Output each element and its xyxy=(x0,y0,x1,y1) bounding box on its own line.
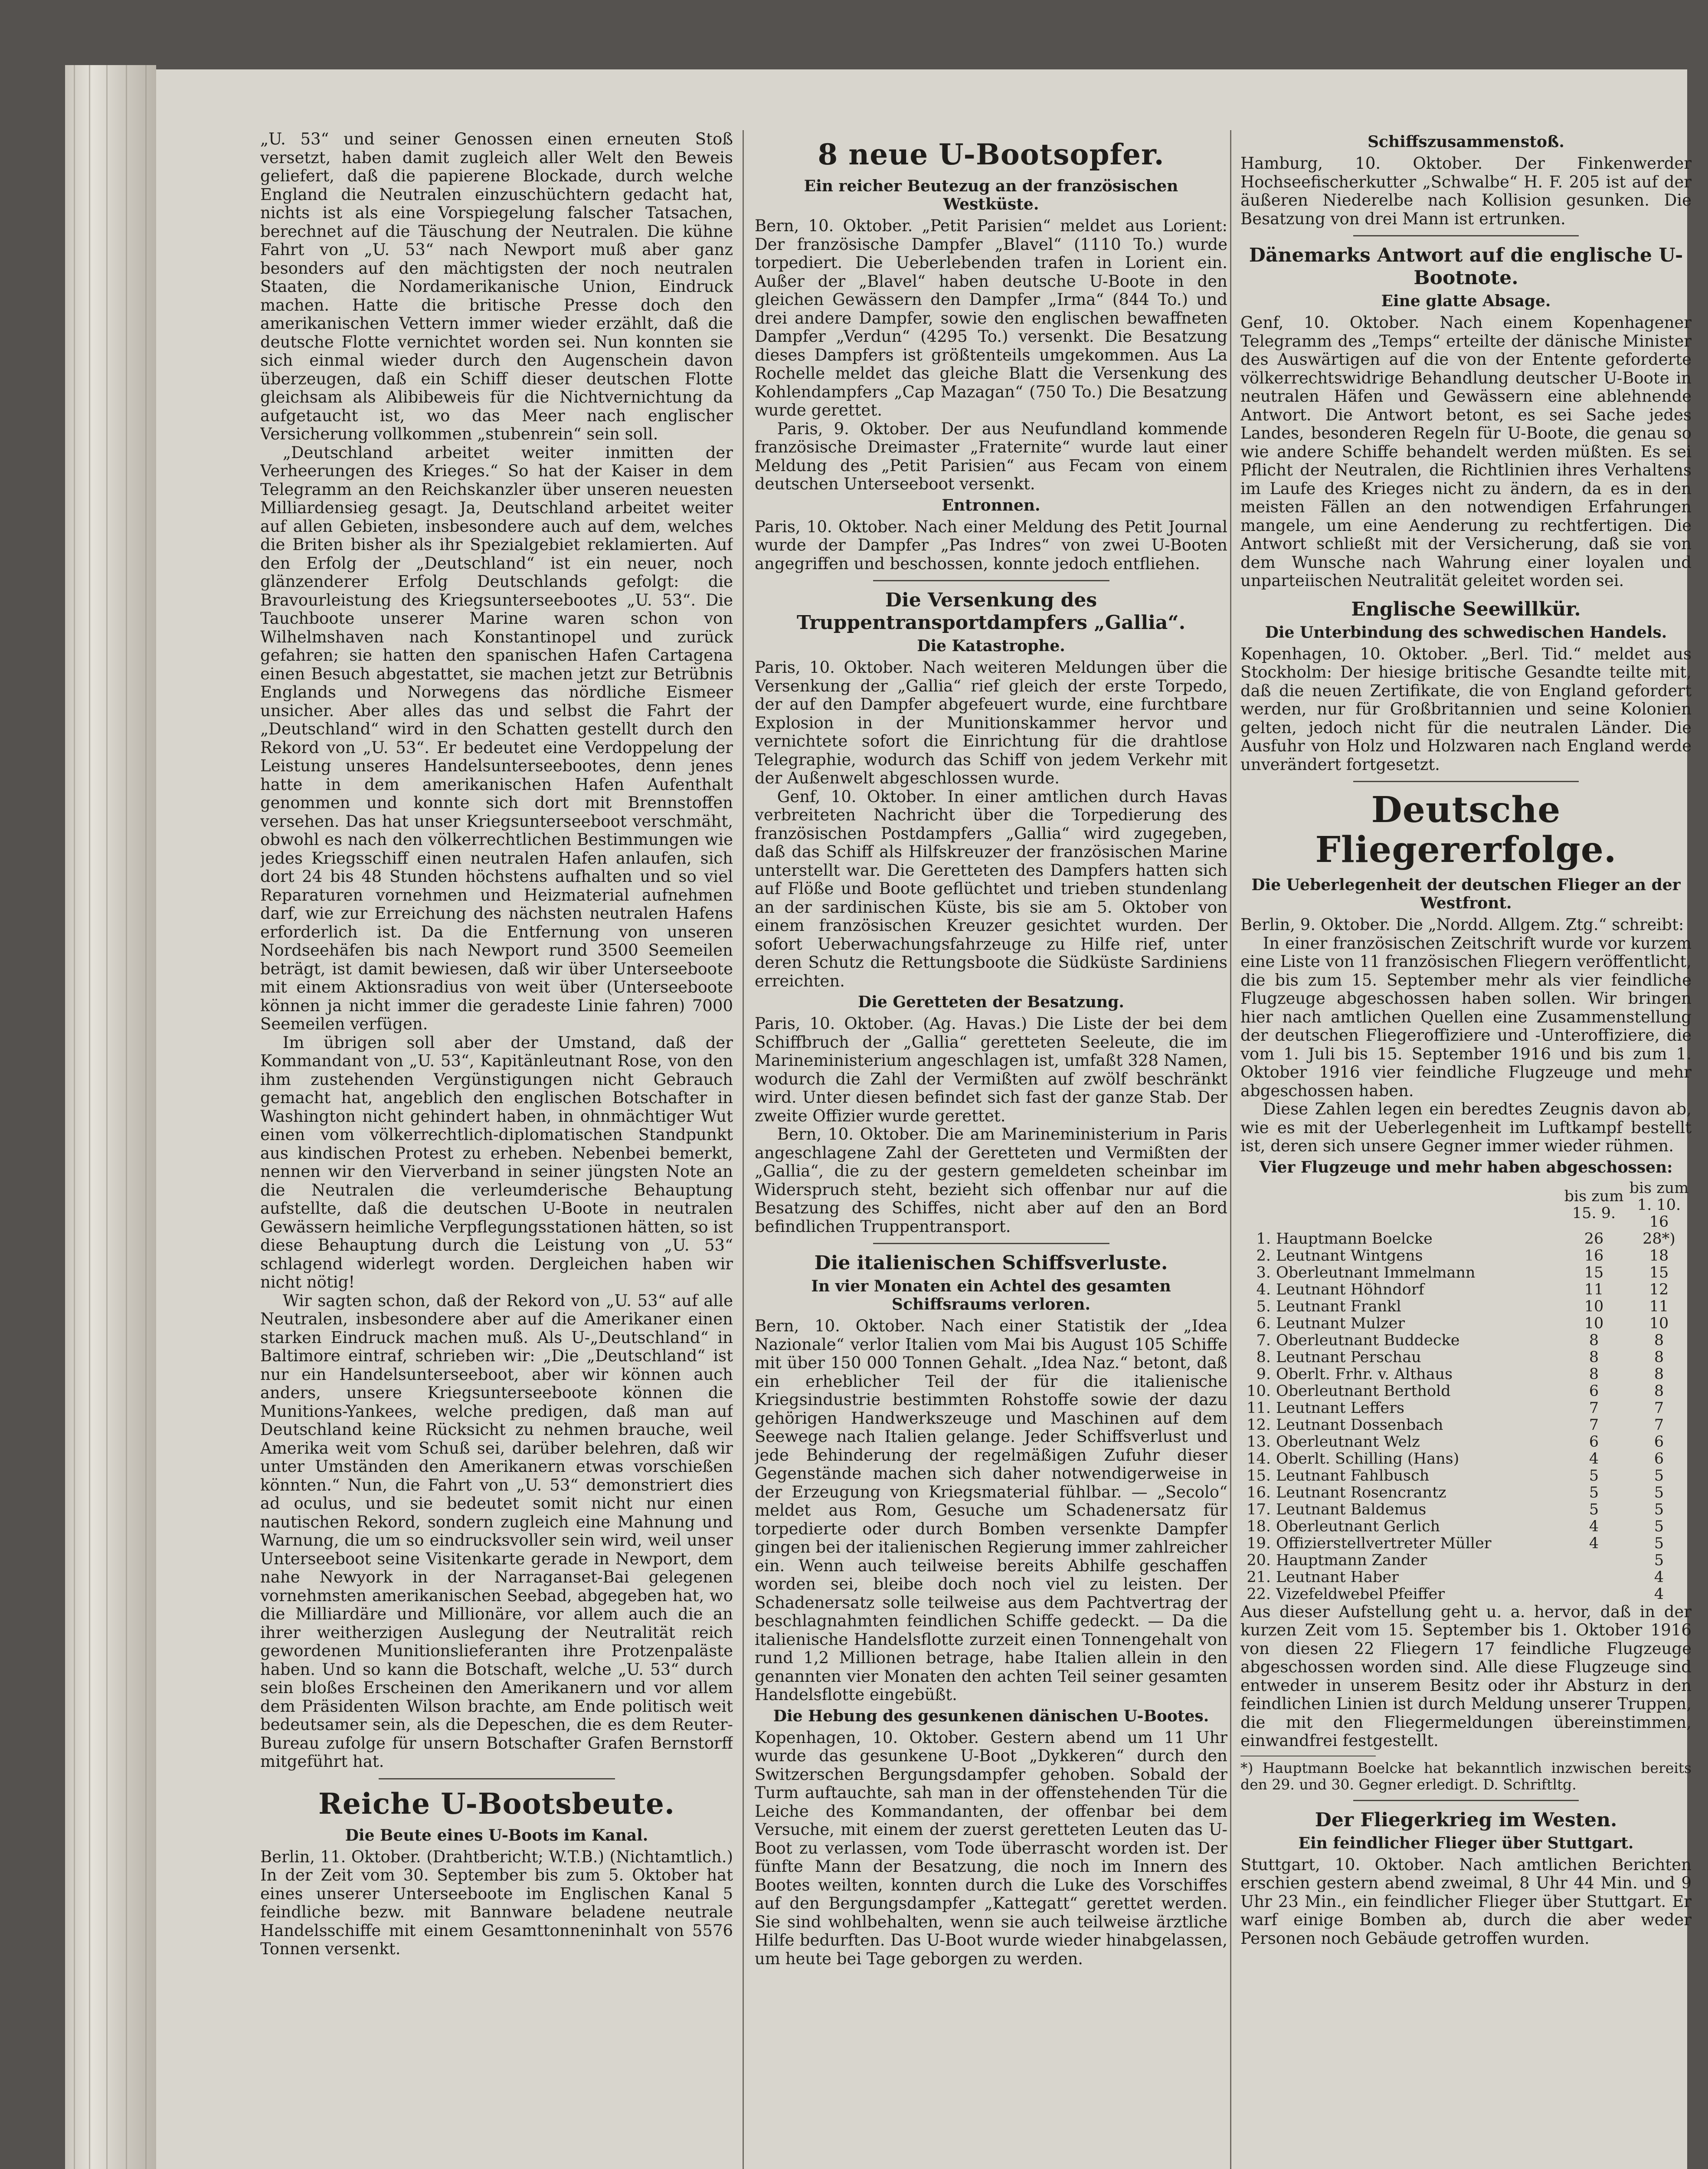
article-paragraph: Bern, 10. Oktober. Die am Marineministerium in Paris angeschlagene Zahl der Geretteten und Vermißten der „Gallia“, die zu der gestern gemeldeten scheinbar im Widerspruch steht, bezieht sich offenbar nur auf die Besatzung des Schiffes, nicht aber auf den an Bord befindlichen Truppentransport. xyxy=(755,1125,1227,1236)
table-row xyxy=(1240,1265,1692,1281)
row-number: 18. xyxy=(1247,1517,1271,1535)
flieger-name: Offizierstellvertreter Müller xyxy=(1276,1534,1492,1552)
count-15-9: 7 xyxy=(1589,1399,1599,1417)
row-number: 10. xyxy=(1247,1382,1271,1400)
flieger-name: Oberleutnant Welz xyxy=(1276,1433,1420,1451)
flieger-name: Leutnant Wintgens xyxy=(1276,1247,1423,1265)
article-paragraph: Wir sagten schon, daß der Rekord von „U. 53“ auf alle Neutralen, insbesondere aber auf die Amerikaner einen starken Eindruck machen muß. Als U-„Deutschland“ in Baltimore eintraf, schrieben wir: „Die „Deutschland“ ist nur ein Handelsunterseeboot, aber wir können auch anders, unsere Kriegsunterseeboote können die Munitions-Yankees, welche predigen, daß man auf Deutschland keine Rücksicht zu nehmen brauche, weil Amerika weit vom Schuß sei, darüber belehren, daß wir unter Umständen den Amerikanern etwas vorschießen könnten.“ Nun, die Fahrt von „U. 53“ demonstriert dies ad oculus, und sie bedeutet somit nicht nur einen nautischen Rekord, sondern zugleich eine Mahnung und Warnung, die um so eindrucksvoller sein wird, weil unser Unterseeboot seine Visitenkarte gerade in Newport, dem nahe Newyork in der Narraganset-Bai gelegenen vornehmsten amerikanischen Seebad, abgegeben hat, wo die Milliardäre und Millionäre, vor allem auch die an ihrer weitherzigen Auslegung der Neutralität reich gewordenen Munitionslieferanten ihre Protzenpaläste haben. Und so kann die Botschaft, welche „U. 53“ durch sein bloßes Erscheinen den Amerikanern und vor allem dem Präsidenten Wilson brachte, am Ende politisch weit bedeutsamer sein, als die Depeschen, die es dem Reuter-Bureau zufolge für unsern Botschafter Grafen Bernstorff mitgeführt hat. xyxy=(260,1291,733,1771)
flieger-name: Oberlt. Frhr. v. Althaus xyxy=(1276,1365,1453,1383)
count-1-10: 8 xyxy=(1654,1382,1664,1400)
column-2 xyxy=(755,130,1227,2169)
count-1-10: 5 xyxy=(1654,1467,1664,1484)
table-row xyxy=(1240,1484,1692,1501)
article-paragraph: Paris, 10. Oktober. (Ag. Havas.) Die Liste der bei dem Schiffbruch der „Gallia“ geretteten Seeleute, die im Marineministerium angeschlagen ist, umfaßt 328 Namen, wodurch die Zahl der Vermißten auf zwölf beschränkt wird. Unter diesen befindet sich fast der ganze Stab. Der zweite Offizier wurde gerettet. xyxy=(755,1014,1227,1125)
flieger-name: Oberleutnant Berthold xyxy=(1276,1382,1451,1400)
table-row xyxy=(1240,1315,1692,1332)
subheading: Die Geretteten der Besatzung. xyxy=(858,993,1124,1011)
separator xyxy=(873,580,1109,581)
row-number: 3. xyxy=(1256,1264,1271,1281)
row-number: 13. xyxy=(1247,1433,1271,1451)
row-number: 19. xyxy=(1247,1534,1271,1552)
article-paragraph: Paris, 10. Oktober. Nach einer Meldung des Petit Journal wurde der Dampfer „Pas Indres“ von zwei U-Booten angegriffen und beschossen, konnte jedoch entfliehen. xyxy=(755,517,1227,573)
flieger-name: Hauptmann Zander xyxy=(1276,1551,1427,1569)
subheading: Schiffszusammenstoß. xyxy=(1368,133,1564,151)
count-15-9: 16 xyxy=(1584,1247,1604,1265)
count-1-10: 5 xyxy=(1654,1484,1664,1501)
count-1-10: 5 xyxy=(1654,1501,1664,1518)
flieger-name: Vizefeldwebel Pfeiffer xyxy=(1276,1585,1445,1603)
count-15-9: 5 xyxy=(1589,1467,1599,1484)
row-number: 21. xyxy=(1247,1568,1271,1586)
row-number: 6. xyxy=(1256,1314,1271,1332)
count-1-10: 7 xyxy=(1654,1416,1664,1434)
flieger-name: Oberlt. Schilling (Hans) xyxy=(1276,1450,1459,1468)
article-paragraph: Berlin, 11. Oktober. (Drahtbericht; W.T.B.) (Nichtamtlich.) In der Zeit vom 30. September bis zum 5. Oktober hat eines unserer Unterseeboote im Englischen Kanal 5 feindliche bezw. mit Bannware beladene neutrale Handelsschiffe mit einem Gesamttonneninhalt von 5576 Tonnen versenkt. xyxy=(260,1847,733,1958)
count-15-9: 4 xyxy=(1589,1450,1599,1468)
article-paragraph: In einer französischen Zeitschrift wurde vor kurzem eine Liste von 11 französischen Fliegern veröffentlicht, die bis zum 15. September mehr als vier feindliche Flugzeuge abgeschossen haben sollen. Wir bringen hier nach amtlichen Quellen eine Zusammenstellung der deutschen Fliegeroffiziere und -Unteroffiziere, die vom 1. Juli bis 15. September 1916 und bis zum 1. Oktober 1916 vier feindliche Flugzeuge und mehr abgeschossen haben. xyxy=(1240,934,1692,1100)
table-row xyxy=(1240,1501,1692,1518)
article-paragraph: Hamburg, 10. Oktober. Der Finkenwerder Hochseefischerkutter „Schwalbe“ H. F. 205 ist auf der äußeren Niederelbe nach Kollision gesunken. Die Besatzung von drei Mann ist ertrunken. xyxy=(1240,154,1692,228)
count-1-10: 8 xyxy=(1654,1331,1664,1349)
article-paragraph: Im übrigen soll aber der Umstand, daß der Kommandant von „U. 53“, Kapitänleutnant Rose, von den ihm zustehenden Vergünstigungen nicht Gebrauch gemacht hat, angeblich den englischen Botschafter in Washington nicht gehindert haben, in ohnmächtiger Wut einen vom völkerrechtlich-diplomatischen Standpunkt aus kindischen Protest zu erheben. Nebenbei bemerkt, nennen wir den Vierverband in seiner jüngsten Note an die Neutralen die verleumderische Behauptung aufstellte, daß die deutschen U-Boote in neutralen Gewässern heimliche Verpflegungsstationen hätten, so ist diese Behauptung durch die Leistung von „U. 53“ schlagend widerlegt worden. Dergleichen haben wir nicht nötig! xyxy=(260,1033,733,1291)
table-row xyxy=(1240,1468,1692,1484)
table-row xyxy=(1240,1281,1692,1298)
count-15-9: 26 xyxy=(1584,1230,1604,1248)
flieger-name: Leutnant Fahlbusch xyxy=(1276,1467,1430,1484)
table-row xyxy=(1240,1518,1692,1535)
flieger-name: Leutnant Höhndorf xyxy=(1276,1281,1424,1298)
count-15-9: 5 xyxy=(1589,1484,1599,1501)
count-15-9: 10 xyxy=(1584,1314,1604,1332)
row-number: 14. xyxy=(1247,1450,1271,1468)
count-1-10: 7 xyxy=(1654,1399,1664,1417)
article-paragraph: Kopenhagen, 10. Oktober. „Berl. Tid.“ meldet aus Stockholm: Der hiesige britische Gesandte teilte mit, daß die neuen Zertifikate, die von England gefordert werden, nur für Großbritannien und seine Kolonien gelten, jedoch nicht für die neutralen Länder. Die Ausfuhr von Holz und Holzwaren nach England werde unverändert fortgesetzt. xyxy=(1240,644,1692,774)
flieger-name: Leutnant Haber xyxy=(1276,1568,1399,1586)
article-paragraph: Berlin, 9. Oktober. Die „Nordd. Allgem. Ztg.“ schreibt: xyxy=(1240,915,1684,934)
count-1-10: 8 xyxy=(1654,1348,1664,1366)
subheading: Eine glatte Absage. xyxy=(1381,292,1551,310)
article-paragraph: „U. 53“ und seiner Genossen einen erneuten Stoß versetzt, haben damit zugleich aller Welt den Beweis geliefert, daß die papierene Blockade, durch welche England die Neutralen einzuschüchtern gedacht hat, nichts ist als eine Vorspiegelung falscher Tatsachen, berechnet auf die Täuschung der Neutralen. Die kühne Fahrt von „U. 53“ nach Newport muß aber ganz besonders auf den mächtigsten der noch neutralen Staaten, die Nordamerikanische Union, Eindruck machen. Hatte die britische Presse doch den amerikanischen Vettern immer wieder erzählt, daß die deutsche Flotte vernichtet worden sei. Nun konnten sie sich einmal wieder durch den Augenschein davon überzeugen, daß ein Schiff dieser deutschen Flotte gleichsam als Alibibeweis für die Nichtvernichtung da aufgetaucht ist, wo das Meer nach englischer Versicherung vollkommen „stubenrein“ sein soll. xyxy=(260,130,733,443)
row-number: 17. xyxy=(1247,1501,1271,1518)
subheading: In vier Monaten ein Achtel des gesamten Schiffsraums verloren. xyxy=(811,1277,1171,1314)
table-row xyxy=(1240,1248,1692,1265)
article-paragraph: Paris, 9. Oktober. Der aus Neufundland kommende französische Dreimaster „Fraternite“ wurde laut einer Meldung des „Petit Parisien“ aus Fecam von einem deutschen Unterseeboot versenkt. xyxy=(755,419,1227,493)
subheading: Die Katastrophe. xyxy=(917,637,1065,655)
table-row xyxy=(1240,1417,1692,1434)
article-paragraph: Bern, 10. Oktober. „Petit Parisien“ meldet aus Lorient: Der französische Dampfer „Blavel“ (1110 To.) wurde torpediert. Die Ueberlebenden trafen in Lorient ein. Außer der „Blavel“ haben deutsche U-Boote in den gleichen Gewässern den Dampfer „Irma“ (844 To.) und drei andere Dampfer, sowie den englischen bewaffneten Dampfer „Verdun“ (4295 To.) versenkt. Die Besatzung dieses Dampfers ist größtenteils umgekommen. Aus La Rochelle meldet das gleiche Blatt die Versenkung des Kohlendampfers „Cap Mazagan“ (750 To.) Die Besatzung wurde gerettet. xyxy=(755,216,1227,419)
count-1-10: 10 xyxy=(1649,1314,1669,1332)
row-number: 22. xyxy=(1247,1585,1271,1603)
count-1-10: 4 xyxy=(1654,1585,1664,1603)
list-title: Vier Flugzeuge und mehr haben abgeschossen: xyxy=(1259,1158,1673,1176)
article-paragraph: Kopenhagen, 10. Oktober. Gestern abend um 11 Uhr wurde das gesunkene U-Boot „Dykkeren“ durch den Switzerschen Bergungsdampfer gehoben. Sobald der Turm auftauchte, sah man in der offenstehenden Tür die Leiche des Kommandanten, der offenbar bei dem Versuche, mit einem der zuerst geretteten Leuten das U-Boot zu verlassen, vom Tode überrascht worden ist. Der fünfte Mann der Besatzung, die noch im Innern des Bootes weilten, konnten durch die Luke des Vorschiffes auf den Bergungsdampfer „Kattegatt“ gerettet werden. Sie sind wohlbehalten, wenn sie auch teilweise ärztliche Hilfe bedurften. Das U-Boot wurde wieder hinabgelassen, um heute bei Tage geborgen zu werden. xyxy=(755,1728,1227,1968)
column-rule xyxy=(1230,130,1231,2169)
table-row xyxy=(1240,1434,1692,1451)
row-number: 12. xyxy=(1247,1416,1271,1434)
table-row xyxy=(1240,1349,1692,1366)
article-paragraph: Diese Zahlen legen ein beredtes Zeugnis davon ab, wie es mit der Ueberlegenheit im Luftkampf bestellt ist, deren sich unsere Gegner immer wieder rühmen. xyxy=(1240,1100,1692,1155)
article-paragraph: Genf, 10. Oktober. In einer amtlichen durch Havas verbreiteten Nachricht über die Torpedierung des französischen Postdampfers „Gallia“ wird zugegeben, daß das Schiff als Hilfskreuzer der französischen Marine unterstellt war. Die Geretteten des Dampfers hatten sich auf Flöße und Boote geflüchtet und trieben stundenlang an der sardinischen Küste, bis sie am 5. Oktober von einem französischen Kreuzer gesichtet wurden. Der sofort Ueberwachungsfahrzeuge zu Hilfe rief, unter deren Schutz die Rettungsboote die Südküste Sardiniens erreichten. xyxy=(755,787,1227,990)
count-15-9: 8 xyxy=(1589,1365,1599,1383)
headline-seewillkuer: Englische Seewillkür. xyxy=(1351,598,1581,620)
count-15-9: 4 xyxy=(1589,1517,1599,1535)
count-15-9 xyxy=(1561,1586,1626,1603)
count-15-9: 8 xyxy=(1589,1331,1599,1349)
subheading: Ein reicher Beutezug an der französischen Westküste. xyxy=(804,177,1178,213)
article-paragraph: Genf, 10. Oktober. Nach einem Kopenhagener Telegramm des „Temps“ erteilte der dänische Minister des Auswärtigen auf die von der Entente geforderte völkerrechtswidrige Behandlung deutscher U-Boote in neutralen Häfen und Gewässern eine ablehnende Antwort. Die Antwort betont, es sei Sache jedes Landes, besonderen Regeln für U-Boote, die genau so wie andere Schiffe behandelt werden müßten. Es sei Pflicht der Neutralen, die Richtlinien ihres Verhaltens im Laufe des Krieges nicht zu ändern, da es in den meisten Fällen an den notwendigen Erfahrungen mangele, um eine Aenderung zu rechtfertigen. Die Antwort schließt mit der Versicherung, daß sie von dem Wunsche nach Wahrung einer loyalen und unparteiischen Neutralität geleitet worden sei. xyxy=(1240,313,1692,590)
flieger-name: Hauptmann Boelcke xyxy=(1276,1230,1433,1248)
headline-u-bootsopfer: 8 neue U-Bootsopfer. xyxy=(818,138,1165,171)
headline-italien: Die italienischen Schiffsverluste. xyxy=(814,1252,1168,1274)
flieger-name: Leutnant Frankl xyxy=(1276,1297,1401,1315)
article-paragraph: „Deutschland arbeitet weiter inmitten der Verheerungen des Krieges.“ So hat der Kaiser in dem Telegramm an den Reichskanzler über unseren neuesten Milliardensieg gesagt. Ja, Deutschland arbeitet weiter auf allen Gebieten, insbesondere auch auf dem, welches die Briten bisher als ihr Spezialgebiet reklamierten. Auf den Erfolg der „Deutschland“ ist ein neuer, noch glänzenderer Erfolg Deutschlands gefolgt: die Bravourleistung des Kriegsunterseebootes „U. 53“. Die Tauchboote unserer Marine waren schon von Wilhelmshaven nach Konstantinopel und zurück gefahren; sie hatten den spanischen Hafen Cartagena einen Besuch abgestattet, sie machen jetzt zur Betrübnis Englands und Norwegens das nördliche Eismeer unsicher. Aber alles das und selbst die Fahrt der „Deutschland“ wird in den Schatten gestellt durch den Rekord von „U. 53“. Er bedeutet eine Verdoppelung der Leistung unseres Handelsunterseebootes, denn jenes hatte in dem amerikanischen Hafen Aufenthalt genommen und konnte sich dort mit Brennstoffen versehen. Das hat unser Kriegsunterseeboot verschmäht, obwohl es nach den völkerrechtlichen Bestimmungen wie jedes Kriegsschiff einen neutralen Hafen anlaufen, sich dort 24 bis 48 Stunden höchstens aufhalten und so viel Reparaturen vornehmen und Heizmaterial aufnehmen darf, wie zur Erreichung des nächsten neutralen Hafens erforderlich ist. Da die Entfernung von unseren Nordseehäfen bis nach Newport rund 3500 Seemeilen beträgt, ist damit bewiesen, daß wir über Unterseeboote mit einem Aktionsradius von weit über (Unterseeboote können ja nicht immer die geradeste Linie fahren) 7000 Seemeilen verfügen. xyxy=(260,443,733,1033)
column-1 xyxy=(260,130,733,2169)
article-paragraph: Bern, 10. Oktober. Nach einer Statistik der „Idea Nazionale“ verlor Italien vom Mai bis August 105 Schiffe mit über 150 000 Tonnen Gehalt. „Idea Naz.“ betont, daß ein erheblicher Teil der für die italienische Kriegsindustrie bestimmten Rohstoffe sowie der dazu gehörigen Handwerkszeuge und Maschinen auf dem Seewege nach Italien gelange. Jeder Schiffsverlust und jede Behinderung der regelmäßigen Zufuhr dieser Gegenstände machen sich daher notwendigerweise in der Erzeugung von Kriegsmaterial fühlbar. — „Secolo“ meldet aus Rom, Gesuche um Schadenersatz für torpedierte oder durch Bomben versenkte Dampfer gingen bei der italienischen Regierung immer zahlreicher ein. Wenn auch teilweise bereits Abhilfe geschaffen worden sei, bleibe doch noch viel zu leisten. Der Schadenersatz solle teilweise aus dem Pachtvertrag der beschlagnahmten feindlichen Schiffe gedeckt. — Da die italienische Handelsflotte zurzeit einen Tonnengehalt von rund 1,2 Millionen betrage, habe Italien allein in den genannten vier Monaten den achten Teil seiner gesamten Handelsflotte eingebüßt. xyxy=(755,1317,1227,1704)
count-1-10: 8 xyxy=(1654,1365,1664,1383)
count-15-9: 4 xyxy=(1589,1534,1599,1552)
article-paragraph: Stuttgart, 10. Oktober. Nach amtlichen Berichten erschien gestern abend zweimal, 8 Uhr 44 Min. und 9 Uhr 23 Min., ein feindlicher Flieger über Stuttgart. Er warf einige Bomben ab, durch die aber weder Personen noch Gebäude getroffen wurden. xyxy=(1240,1855,1692,1948)
flieger-name: Leutnant Mulzer xyxy=(1276,1314,1405,1332)
flieger-name: Leutnant Leffers xyxy=(1276,1399,1404,1417)
row-number: 1. xyxy=(1256,1230,1271,1248)
separator xyxy=(1353,781,1579,782)
row-number: 9. xyxy=(1256,1365,1271,1383)
row-number: 15. xyxy=(1247,1467,1271,1484)
flieger-name: Oberleutnant Buddecke xyxy=(1276,1331,1460,1349)
count-15-9: 10 xyxy=(1584,1297,1604,1315)
count-15-9: 7 xyxy=(1589,1416,1599,1434)
subheading: Die Hebung des gesunkenen dänischen U-Bootes. xyxy=(773,1707,1209,1725)
table-row xyxy=(1240,1586,1692,1603)
flieger-name: Leutnant Perschau xyxy=(1276,1348,1421,1366)
subheading: Die Unterbindung des schwedischen Handels. xyxy=(1265,623,1667,642)
article-paragraph: Aus dieser Aufstellung geht u. a. hervor, daß in der kurzen Zeit vom 15. September bis 1. Oktober 1916 von diesen 22 Fliegern 17 feindliche Flugzeuge abgeschossen worden sind. Alle diese Flugzeuge sind entweder in unserem Besitz oder ihr Absturz in den feindlichen Linien ist durch Meldung unserer Truppen, die mit den Fliegermeldungen übereinstimmen, einwandfrei festgestellt. xyxy=(1240,1602,1692,1750)
row-number: 20. xyxy=(1247,1551,1271,1569)
row-number: 2. xyxy=(1256,1247,1271,1265)
count-15-9: 6 xyxy=(1589,1433,1599,1451)
table-row xyxy=(1240,1231,1692,1248)
subheading: Entronnen. xyxy=(942,496,1041,514)
count-15-9: 5 xyxy=(1589,1501,1599,1518)
flieger-name: Leutnant Baldemus xyxy=(1276,1501,1427,1518)
column-rule xyxy=(743,130,744,2169)
column-header: bis zum 1. 10. 16 xyxy=(1629,1179,1689,1231)
article-paragraph: Paris, 10. Oktober. Nach weiteren Meldungen über die Versenkung der „Gallia“ rief gleich der erste Torpedo, der auf den Dampfer abgefeuert wurde, eine furchtbare Explosion in der Munitionskammer hervor und vernichtete sofort die Einrichtung für die drahtlose Telegraphie, wodurch das Schiff von jedem Verkehr mit der Außenwelt abgeschlossen wurde. xyxy=(755,658,1227,787)
subheading: Die Beute eines U-Boots im Kanal. xyxy=(345,1826,648,1845)
column-3 xyxy=(1240,130,1692,2169)
flieger-name: Oberleutnant Immelmann xyxy=(1276,1264,1476,1281)
row-number: 4. xyxy=(1256,1281,1271,1298)
count-1-10: 15 xyxy=(1649,1264,1669,1281)
separator xyxy=(1353,1800,1579,1801)
table-row xyxy=(1240,1451,1692,1468)
footnote: *) Hauptmann Boelcke hat bekanntlich inzwischen bereits den 29. und 30. Gegner erledigt. D. Schriftltg. xyxy=(1240,1759,1692,1793)
count-1-10: 18 xyxy=(1649,1247,1669,1265)
column-header: bis zum 15. 9. xyxy=(1564,1188,1624,1222)
count-15-9: 15 xyxy=(1584,1264,1604,1281)
flieger-table xyxy=(1240,1180,1692,1603)
row-number: 8. xyxy=(1256,1348,1271,1366)
flieger-name: Leutnant Dossenbach xyxy=(1276,1416,1443,1434)
subheading: Die Ueberlegenheit der deutschen Flieger an der Westfront. xyxy=(1251,876,1681,912)
count-1-10: 5 xyxy=(1654,1534,1664,1552)
table-row xyxy=(1240,1332,1692,1349)
row-number: 5. xyxy=(1256,1297,1271,1315)
flieger-name: Leutnant Rosencrantz xyxy=(1276,1484,1446,1501)
table-row xyxy=(1240,1383,1692,1400)
separator xyxy=(1353,235,1579,236)
headline-fliegererfolge: Deutsche Fliegererfolge. xyxy=(1315,789,1617,871)
count-1-10: 5 xyxy=(1654,1551,1664,1569)
count-15-9 xyxy=(1561,1552,1626,1569)
count-15-9 xyxy=(1561,1569,1626,1586)
count-1-10: 5 xyxy=(1654,1517,1664,1535)
table-row xyxy=(1240,1366,1692,1383)
row-number: 16. xyxy=(1247,1484,1271,1501)
separator xyxy=(379,1778,615,1779)
table-row xyxy=(1240,1400,1692,1417)
count-1-10: 6 xyxy=(1654,1450,1664,1468)
count-1-10: 6 xyxy=(1654,1433,1664,1451)
table-row xyxy=(1240,1535,1692,1552)
page-stack-edge xyxy=(65,65,156,2169)
table-row xyxy=(1240,1569,1692,1586)
count-1-10: 28*) xyxy=(1643,1230,1675,1248)
row-number: 7. xyxy=(1256,1331,1271,1349)
headline-daenemark: Dänemarks Antwort auf die englische U-Bootnote. xyxy=(1249,244,1683,289)
headline-gallia: Die Versenkung des Truppentransportdampfers „Gallia“. xyxy=(796,589,1186,634)
count-1-10: 11 xyxy=(1649,1297,1669,1315)
headline-reiche-u-bootsbeute: Reiche U-Bootsbeute. xyxy=(318,1786,675,1821)
count-1-10: 4 xyxy=(1654,1568,1664,1586)
headline-fliegerkrieg: Der Fliegerkrieg im Westen. xyxy=(1315,1809,1617,1831)
table-row xyxy=(1240,1552,1692,1569)
separator xyxy=(873,1243,1109,1244)
table-row xyxy=(1240,1298,1692,1315)
count-15-9: 11 xyxy=(1584,1281,1604,1298)
count-15-9: 6 xyxy=(1589,1382,1599,1400)
subheading: Ein feindlicher Flieger über Stuttgart. xyxy=(1298,1834,1634,1852)
row-number: 11. xyxy=(1247,1399,1271,1417)
count-1-10: 12 xyxy=(1649,1281,1669,1298)
flieger-name: Oberleutnant Gerlich xyxy=(1276,1517,1440,1535)
count-15-9: 8 xyxy=(1589,1348,1599,1366)
